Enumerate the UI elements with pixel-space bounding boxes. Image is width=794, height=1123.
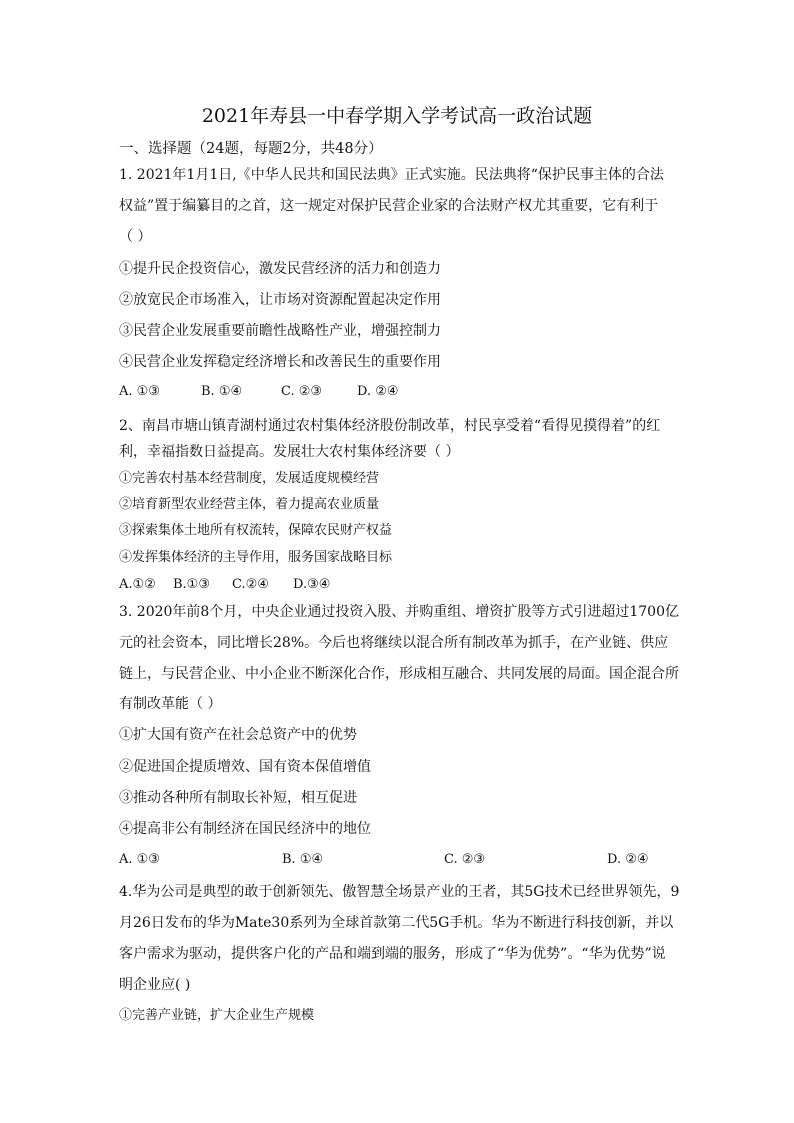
question-1-option-1: ①提升民企投资信心，激发民营经济的活力和创造力	[119, 261, 441, 277]
question-3-option-4: ④提高非公有制经济在国民经济中的地位	[119, 821, 371, 837]
question-2-choice-b: B.①③	[173, 577, 210, 592]
question-2-choice-a: A.①②	[119, 577, 156, 592]
question-3-stem-line-3: 链上，与民营企业、中小企业不断深化合作，形成相互融合、共同发展的局面。国企混合所	[119, 666, 679, 682]
question-4-option-1: ①完善产业链，扩大企业生产规模	[119, 1008, 315, 1023]
exam-title: 2021年寿县一中春学期入学考试高一政治试题	[201, 105, 593, 127]
question-3-choices	[119, 850, 679, 870]
question-1-option-4: ④民营企业发挥稳定经济增长和改善民生的重要作用	[119, 354, 441, 370]
question-3-option-2: ②促进国企提质增效、国有资本保值增值	[119, 759, 371, 775]
question-1-choices	[119, 382, 439, 402]
question-2-option-4: ④发挥集体经济的主导作用，服务国家战略目标	[119, 550, 393, 565]
question-3-choice-a: A. ①③	[119, 852, 160, 867]
section-heading: 一、选择题（24题，每题2分，共48分）	[119, 141, 383, 157]
question-2-stem-line-1: 2、南昌市塘山镇青湖村通过农村集体经济股份制改革，村民享受着“看得见摸得着”的红	[119, 418, 661, 434]
question-2-option-2: ②培育新型农业经营主体，着力提高农业质量	[119, 497, 380, 512]
question-1-choice-b: B. ①④	[201, 384, 243, 399]
question-3-stem-line-4: 有制改革能（ ）	[119, 696, 222, 712]
question-3-choice-c: C. ②③	[444, 852, 486, 867]
question-3-stem-line-2: 元的社会资本，同比增长28%。今后也将继续以混合所有制改革为抓手，在产业链、供应	[119, 635, 669, 651]
question-2-choices	[119, 575, 359, 595]
question-4-stem-line-3: 客户需求为驱动，提供客户化的产品和端到端的服务，形成了“华为优势”。“华为优势”说	[119, 946, 666, 962]
question-3-choice-d: D. ②④	[607, 852, 649, 867]
question-2-choice-d: D.③④	[293, 577, 331, 592]
question-1-choice-a: A. ①③	[119, 384, 160, 399]
question-3-choice-b: B. ①④	[282, 852, 324, 867]
question-4-stem-line-1: 4.华为公司是典型的敢于创新领先、傲智慧全场景产业的王者，其5G技术已经世界领先，9	[119, 884, 680, 900]
question-3-option-1: ①扩大国有资产在社会总资产中的优势	[119, 727, 357, 743]
question-1-option-3: ③民营企业发展重要前瞻性战略性产业，增强控制力	[119, 323, 441, 339]
question-1-stem-line-3: （ ）	[119, 229, 152, 245]
question-2-choice-c: C.②④	[232, 577, 269, 592]
question-1-option-2: ②放宽民企市场准入，让市场对资源配置起决定作用	[119, 292, 441, 308]
question-3-stem-line-1: 3. 2020年前8个月，中央企业通过投资入股、并购重组、增资扩股等方式引进超过1700亿	[119, 604, 679, 620]
question-1-choice-d: D. ②④	[357, 384, 399, 399]
question-3-option-3: ③推动各种所有制取长补短，相互促进	[119, 790, 357, 806]
question-4-stem-line-2: 月26日发布的华为Mate30系列为全球首款第二代5G手机。华为不断进行科技创新，并以	[119, 915, 674, 931]
question-4-stem-line-4: 明企业应( )	[119, 977, 191, 993]
question-1-stem-line-2: 权益”置于编纂目的之首，这一规定对保护民营企业家的合法财产权尤其重要，它有利于	[119, 198, 659, 214]
question-2-stem-line-2: 利，幸福指数日益提高。发展壮大农村集体经济要（ ）	[119, 444, 460, 460]
question-1-stem-line-1: 1. 2021年1月1日,《中华人民共和国民法典》正式实施。民法典将“保护民事主体的合法	[119, 167, 664, 183]
question-1-choice-c: C. ②③	[281, 384, 323, 399]
question-2-option-1: ①完善农村基本经营制度，发展适度规模经营	[119, 471, 380, 486]
question-2-option-3: ③探索集体土地所有权流转，保障农民财产权益	[119, 523, 393, 538]
